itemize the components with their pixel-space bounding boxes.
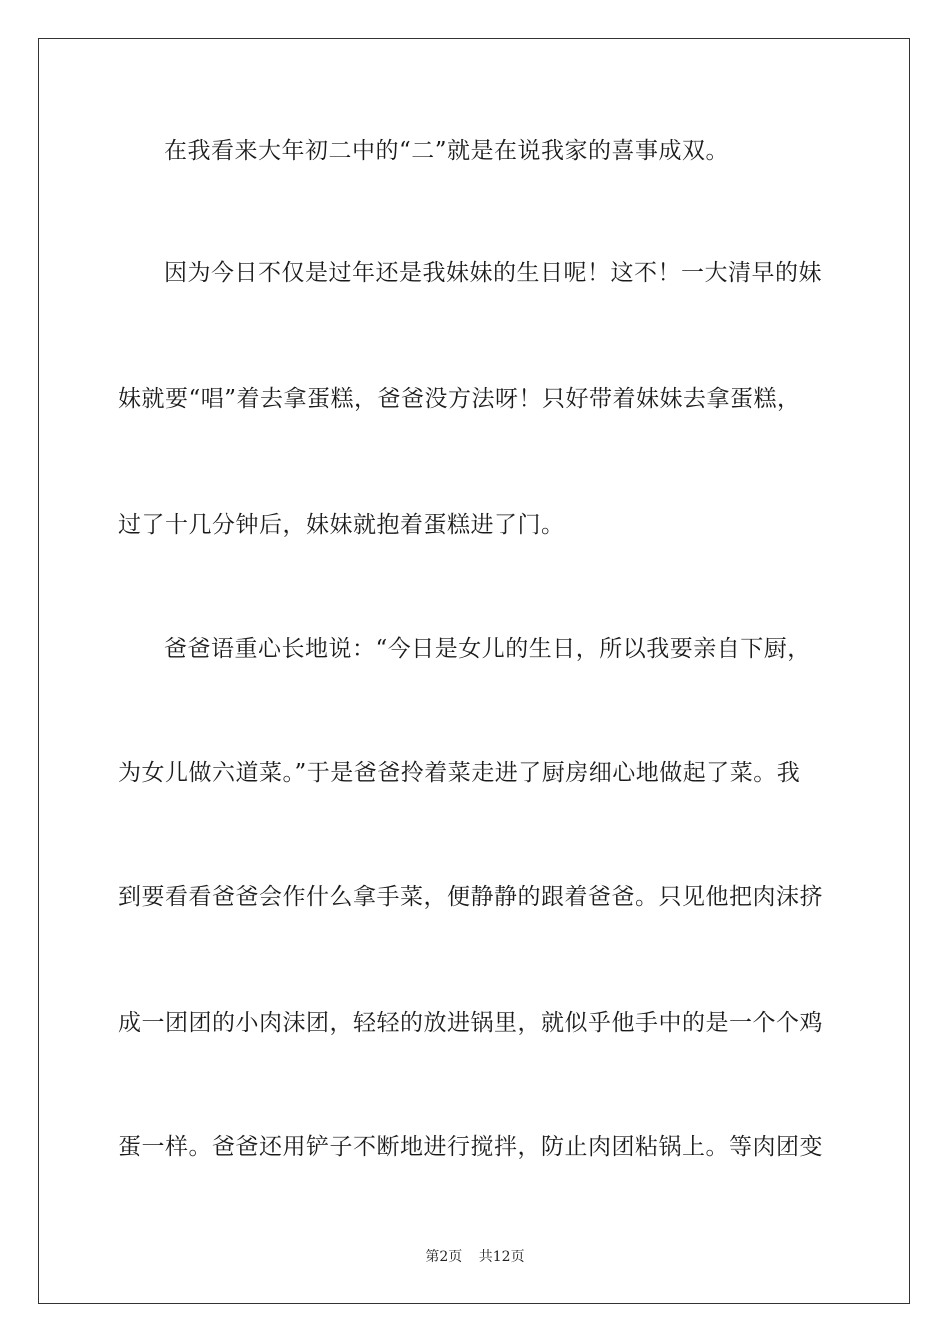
- page-border: [38, 38, 910, 1304]
- page-total: 共12页: [478, 1249, 525, 1265]
- page-footer: [0, 1246, 950, 1266]
- paragraph-line: 蛋一样。爸爸还用铲子不断地进行搅拌，防止肉团粘锅上。等肉团变: [118, 1134, 823, 1160]
- paragraph-line: 爸爸语重心长地说：“今日是女儿的生日，所以我要亲自下厨，: [164, 636, 811, 662]
- paragraph-line: 为女儿做六道菜。”于是爸爸拎着菜走进了厨房细心地做起了菜。我: [118, 760, 801, 786]
- page-number: 第2页: [425, 1249, 463, 1265]
- paragraph-line: 成一团团的小肉沫团，轻轻的放进锅里，就似乎他手中的是一个个鸡: [118, 1010, 823, 1036]
- paragraph-line: 在我看来大年初二中的“二”就是在说我家的喜事成双。: [164, 138, 730, 164]
- paragraph-line: 因为今日不仅是过年还是我妹妹的生日呢！这不！一大清早的妹: [164, 260, 822, 286]
- paragraph-line: 过了十几分钟后，妹妹就抱着蛋糕进了门。: [118, 512, 565, 538]
- paragraph-line: 妹就要“唱”着去拿蛋糕，爸爸没方法呀！只好带着妹妹去拿蛋糕，: [118, 386, 801, 412]
- paragraph-line: 到要看看爸爸会作什么拿手菜，便静静的跟着爸爸。只见他把肉沫挤: [118, 884, 823, 910]
